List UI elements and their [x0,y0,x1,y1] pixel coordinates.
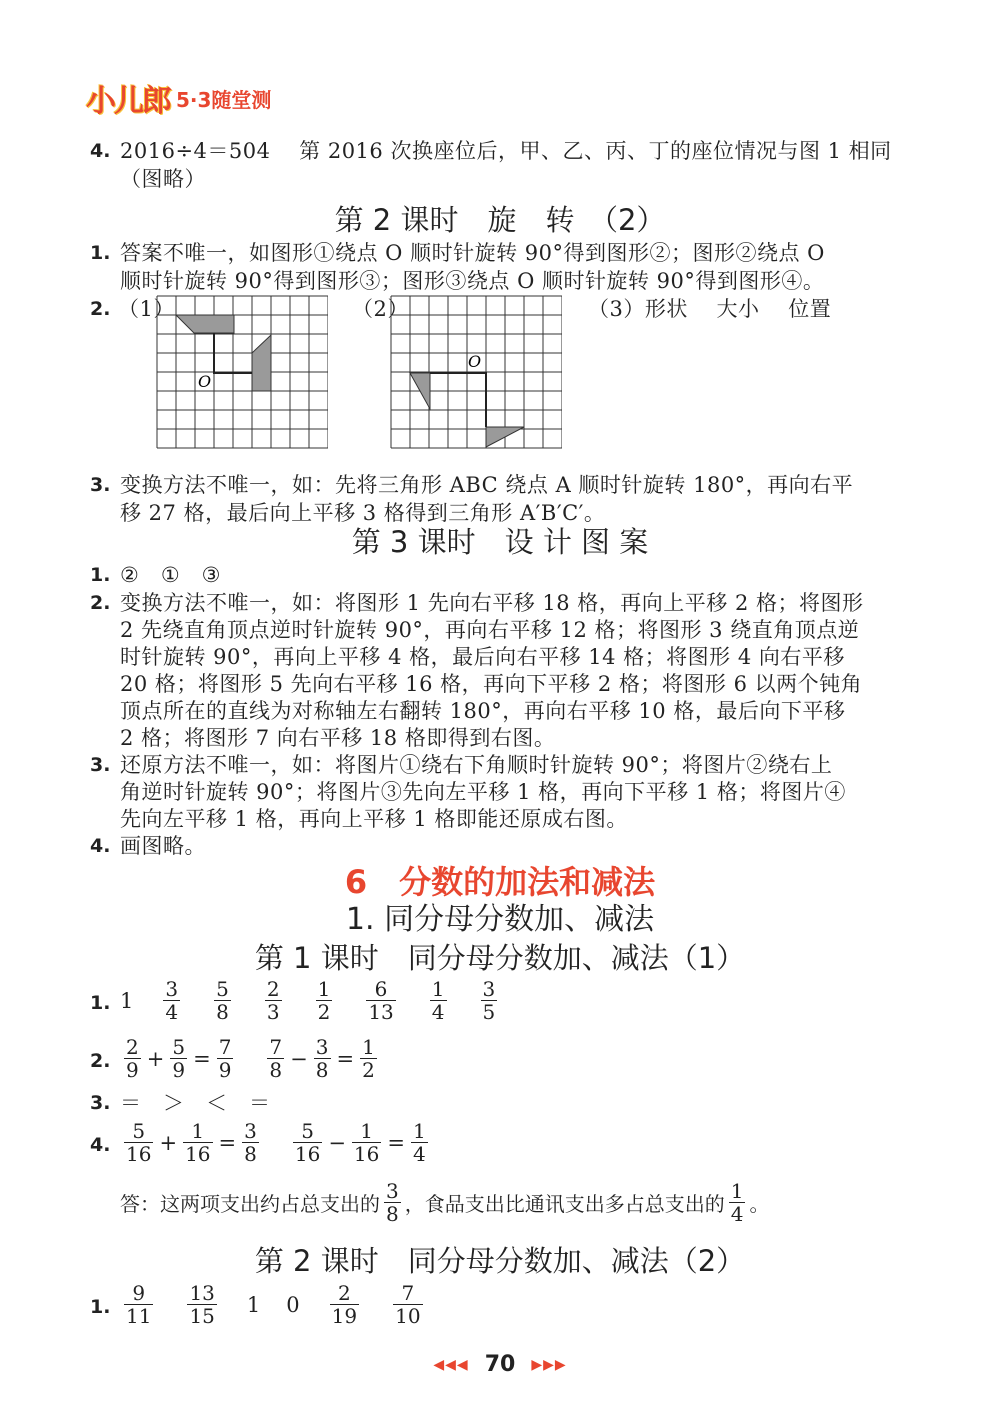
fraction: $\frac{5}{16}$ [294,1119,321,1166]
answer-line: 画图略。 [120,834,206,858]
fraction-row [120,1282,427,1327]
fraction: $\frac{1}{4}$ [431,977,445,1024]
unit-title: 6 分数的加法和减法 [344,863,656,901]
q-number: 3. [90,754,111,776]
rotation-path [430,373,486,427]
rotation-grid-2 [390,295,562,455]
answer-line: 角逆时针旋转 90°；将图片③先向左平移 1 格，再向下平移 1 格；将图片④ [120,780,846,804]
q-number: 4. [90,1134,111,1156]
answer-line: 变换方法不唯一，如：将图形 1 先向右平移 18 格，再向上平移 2 格；将图形 [120,591,864,615]
fraction: $\frac{1}{16}$ [185,1119,211,1166]
fraction-row [120,978,501,1023]
fraction: $\frac{1}{4}$ [730,1179,744,1226]
fraction: $\frac{2}{9}$ [126,1035,139,1082]
lesson-title: 第 2 课时 同分母分数加、减法（2） [254,1244,746,1278]
logo-text: 小儿郎 [86,84,170,119]
fraction: $\frac{13}{15}$ [189,1281,215,1328]
page-footer [0,1352,1000,1377]
answer-sentence: 答：这两项支出约占总支出的 $\frac{3}{8}$ ，食品支出比通讯支出多占总支出的 $\frac{1}{4}$ 。 [120,1179,770,1226]
fraction: $\frac{7}{8}$ [269,1035,283,1082]
point-o-label: O [468,352,482,371]
shape-rotated-b [252,335,271,391]
answer-line: ＝ ＞ ＜ ＝ [120,1091,271,1115]
series-text: 5·3随堂测 [176,87,272,112]
fraction: $\frac{3}{8}$ [244,1119,257,1166]
fraction: $\frac{7}{10}$ [395,1281,421,1328]
next-arrows-icon: ▶▶▶ [531,1356,567,1373]
fraction: $\frac{2}{19}$ [331,1281,358,1328]
lesson-title: 第 3 课时 设 计 图 案 [351,525,649,559]
answer-line: 2016÷4＝504 第 2016 次换座位后，甲、乙、丙、丁的座位情况与图 1 相同 [120,139,892,163]
fraction: $\frac{1}{16}$ [353,1119,380,1166]
answer-line: 时针旋转 90°，再向上平移 4 格，最后向右平移 14 格；将图形 4 向右平移 [120,645,845,669]
lesson-title: 第 2 课时 旋 转 （2） [334,203,666,237]
part-label: （1） [118,297,175,321]
q-number: 1. [90,992,111,1014]
fraction: $\frac{9}{11}$ [126,1281,152,1328]
equation-row: $\frac{2}{9}$ + $\frac{5}{9}$ = $\frac{7}{9}$ $\frac{7}{8}$ − $\frac{3}{8}$ = $\frac{1}{2}$ [126,1035,375,1082]
fraction: $\frac{1}{2}$ [362,1035,375,1082]
shape-rotated-a [176,315,234,333]
equation-row: $\frac{5}{16}$ + $\frac{1}{16}$ = $\frac{3}{8}$ $\frac{5}{16}$ − $\frac{1}{16}$ = $\frac{1}{4}$ [126,1119,426,1166]
q-number: 2. [90,298,111,320]
answer-line: （图略） [120,167,206,191]
fraction: $\frac{3}{4}$ [165,977,179,1024]
answer-line: 顶点所在的直线为对称轴左右翻转 180°，再向右平移 10 格，最后向下平移 [120,699,846,723]
page-number: 70 [484,1352,516,1377]
q-number: 4. [90,835,111,857]
fraction: $\frac{1}{2}$ [317,977,331,1024]
q-number: 4. [90,140,111,162]
fraction: $\frac{5}{8}$ [216,977,229,1024]
answer-line: 答案不唯一，如图形①绕点 O 顺时针旋转 90°得到图形②；图形②绕点 O [120,241,825,265]
q-number: 2. [90,592,111,614]
section-title: 1. 同分母分数加、减法 [345,902,655,937]
fraction: $\frac{3}{8}$ [386,1179,399,1226]
point-o-label: O [198,372,212,391]
q-number: 1. [90,564,111,586]
fraction: $\frac{3}{5}$ [482,977,496,1024]
whole-number: 1 [246,1292,261,1317]
rotation-grid-1 [156,295,328,455]
whole-number: 1 [120,988,134,1013]
answer-line: 顺时针旋转 90°得到图形③；图形③绕点 O 顺时针旋转 90°得到图形④。 [120,269,825,293]
fraction: $\frac{1}{4}$ [412,1119,426,1166]
q-number: 3. [90,474,111,496]
lesson-title: 第 1 课时 同分母分数加、减法（1） [254,941,746,975]
answer-line: 变换方法不唯一，如：先将三角形 ABC 绕点 A 顺时针旋转 180°，再向右平 [120,473,854,497]
brand-logo [86,78,271,118]
q-number: 1. [90,1296,111,1318]
fraction: $\frac{6}{13}$ [368,977,394,1024]
answer-line: ② ① ③ [120,563,221,587]
prev-arrows-icon: ◀◀◀ [433,1356,469,1373]
fraction: $\frac{5}{16}$ [126,1119,152,1166]
fraction: $\frac{3}{8}$ [315,1035,329,1082]
answer-line: 2 格；将图形 7 向右平移 18 格即得到右图。 [120,726,556,750]
answer-line: 20 格；将图形 5 先向右平移 16 格，再向下平移 2 格；将图形 6 以两个钝角 [120,672,863,696]
fraction: $\frac{7}{9}$ [218,1035,232,1082]
answer-line: 还原方法不唯一，如：将图片①绕右下角顺时针旋转 90°；将图片②绕右上 [120,753,833,777]
q-number: 3. [90,1092,111,1114]
q-number: 1. [90,242,111,264]
part-label: （2） [352,297,409,321]
fraction: $\frac{5}{9}$ [172,1035,186,1082]
answer-line: 2 先绕直角顶点逆时针旋转 90°，再向右平移 12 格；将图形 3 绕直角顶点逆 [120,618,860,642]
fraction: $\frac{2}{3}$ [266,977,280,1024]
answer-line: 移 27 格，最后向上平移 3 格得到三角形 A′B′C′。 [120,501,606,525]
answer-line: 先向左平移 1 格，再向上平移 1 格即能还原成右图。 [120,807,628,831]
q-number: 2. [90,1050,111,1072]
part-label: （3）形状 大小 位置 [588,297,832,321]
whole-number: 0 [286,1292,300,1317]
